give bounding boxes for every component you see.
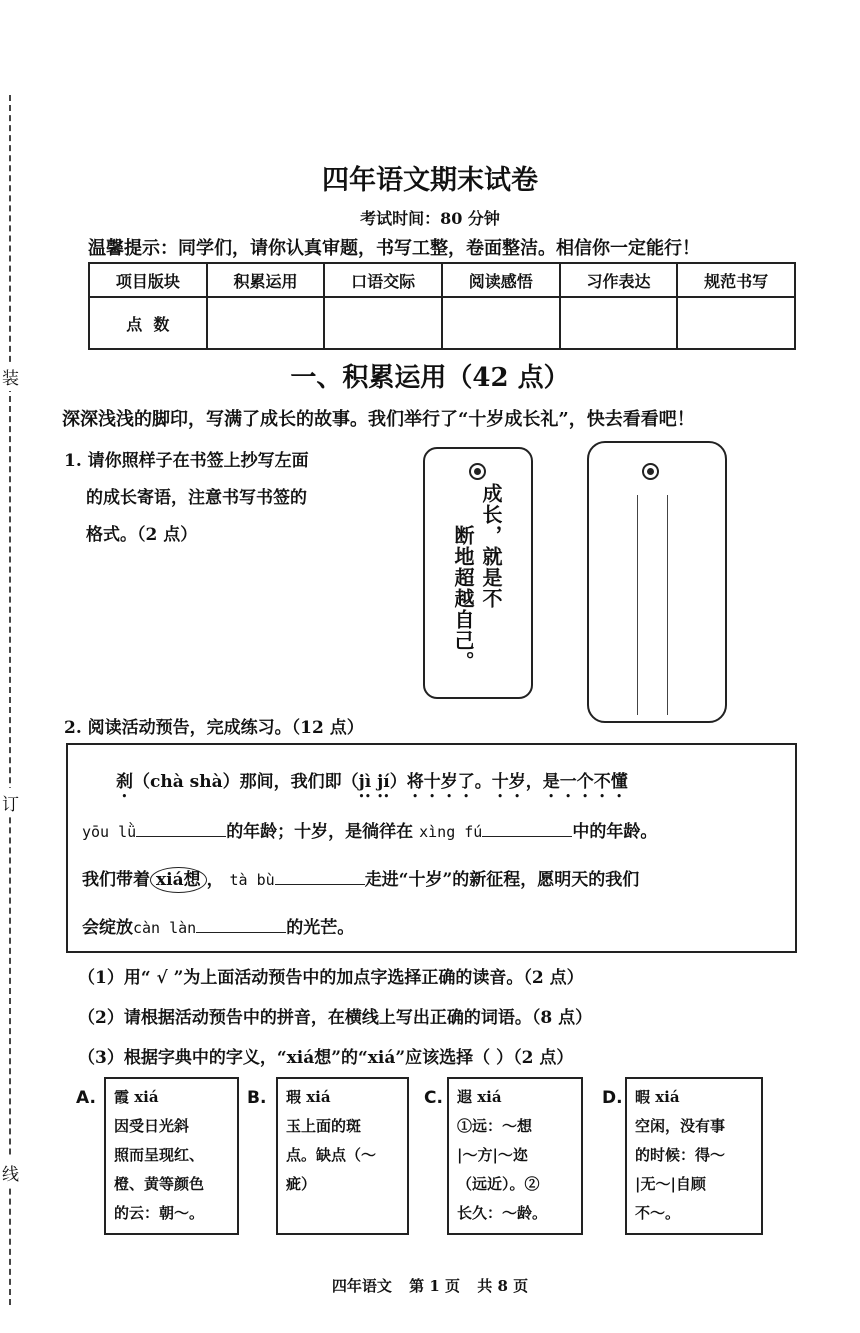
- option-d-letter[interactable]: D.: [602, 1088, 623, 1108]
- footer-total-pages: 共 8 页: [477, 1277, 529, 1295]
- option-a-letter[interactable]: A.: [76, 1088, 96, 1108]
- notice-text: 我们带着: [82, 870, 150, 890]
- entry-line: 的云：朝～。: [114, 1204, 205, 1222]
- question-2-title: 2. 阅读活动预告，完成练习。（12 点）: [64, 718, 364, 738]
- option-d-entry[interactable]: [625, 1077, 763, 1235]
- sample-bookmark: [423, 447, 533, 699]
- option-c-letter[interactable]: C.: [424, 1088, 443, 1108]
- score-table-header-row: [89, 263, 795, 297]
- warm-tip: 温馨提示：同学们，请你认真审题，书写工整，卷面整洁。相信你一定能行！: [88, 238, 700, 259]
- notice-text: 的年龄；十岁，是徜徉在: [226, 822, 414, 842]
- entry-line: |无～|自顾: [635, 1175, 706, 1193]
- exam-title: 四年语文期末试卷: [322, 165, 538, 196]
- pinyin: tà bù: [229, 871, 275, 889]
- score-cell[interactable]: [442, 297, 560, 349]
- notice-text: （chà shà）那间，我们即: [133, 772, 342, 792]
- bookmark-hole-icon: [642, 463, 659, 480]
- entry-head: 暇 xiá: [635, 1088, 680, 1106]
- notice-line-2: [82, 817, 657, 842]
- notice-line-3: [82, 865, 639, 890]
- entry-line: |～方|～迩: [457, 1146, 528, 1164]
- notice-text: 走进“十岁”的新征程，愿明天的我们: [364, 870, 640, 890]
- entry-head: 霞 xiá: [114, 1088, 159, 1106]
- binding-mark-ding: 订: [2, 788, 19, 817]
- score-cell[interactable]: [324, 297, 442, 349]
- score-table-points-row: [89, 297, 795, 349]
- binding-mark-xian: 线: [2, 1158, 19, 1187]
- activity-notice-box: [66, 743, 797, 953]
- score-header-cell: 口语交际: [324, 263, 442, 297]
- entry-line: 不～。: [635, 1204, 681, 1222]
- notice-line-1: [116, 767, 628, 802]
- bookmark-guide-line: [667, 495, 668, 715]
- footer-subject: 四年语文: [331, 1277, 392, 1295]
- option-a-entry[interactable]: [104, 1077, 239, 1235]
- score-header-cell: 项目版块: [89, 263, 207, 297]
- notice-text: 的光芒。: [286, 918, 355, 938]
- question-1-line: 的成长寄语，注意书写书签的: [86, 488, 307, 508]
- question-1-line: 格式。（2 点）: [86, 525, 198, 545]
- entry-line: 照而呈现红、: [114, 1146, 205, 1164]
- score-header-cell: 阅读感悟: [442, 263, 560, 297]
- answer-blank[interactable]: [196, 915, 286, 933]
- pinyin: càn làn: [133, 919, 197, 937]
- option-c-entry[interactable]: [447, 1077, 583, 1235]
- bookmark-guide-line: [637, 495, 638, 715]
- sub-question-1: （1）用“ √ ”为上面活动预告中的加点字选择正确的读音。（2 点）: [78, 968, 584, 988]
- entry-head: 遐 xiá: [457, 1088, 502, 1106]
- score-header-cell: 习作表达: [560, 263, 678, 297]
- binding-dashed-line: [9, 95, 11, 1305]
- entry-line: 橙、黄等颜色: [114, 1175, 205, 1193]
- notice-text: （jì jí）将十岁了。十岁，是一个不懂: [341, 772, 628, 792]
- entry-line: 的时候：得～: [635, 1146, 726, 1164]
- entry-line: （远近）。②: [457, 1175, 540, 1193]
- score-header-cell: 规范书写: [677, 263, 795, 297]
- notice-text: 会绽放: [82, 918, 133, 938]
- entry-line: 长久：～龄。: [457, 1204, 548, 1222]
- entry-line: 空闲，没有事: [635, 1117, 726, 1135]
- notice-text: ，: [206, 870, 224, 890]
- entry-line: 玉上面的斑: [286, 1117, 362, 1135]
- answer-blank[interactable]: [275, 867, 365, 885]
- entry-line: 点。缺点（～: [286, 1146, 377, 1164]
- option-b-letter[interactable]: B.: [247, 1088, 267, 1108]
- binding-mark-zhuang: 装: [2, 362, 19, 391]
- pinyin: xìng fú: [419, 823, 483, 841]
- score-cell[interactable]: [677, 297, 795, 349]
- bookmark-hole-icon: [469, 463, 486, 480]
- sub-question-2: （2）请根据活动预告中的拼音，在横线上写出正确的词语。（8 点）: [78, 1008, 593, 1028]
- sub-question-3: （3）根据字典中的字义，“xiá想”的“xiá”应该选择（ ）（2 点）: [78, 1048, 574, 1068]
- score-header-cell: 积累运用: [207, 263, 325, 297]
- dotted-char: 刹: [116, 772, 133, 792]
- section-title: 一、积累运用（42 点）: [290, 363, 570, 393]
- question-1-line: 1. 请你照样子在书签上抄写左面: [64, 451, 309, 471]
- notice-text: 中的年龄。: [572, 822, 658, 842]
- pinyin: yōu lǜ: [82, 823, 137, 841]
- points-label: 点 数: [89, 297, 207, 349]
- entry-line: 疵）: [286, 1175, 317, 1193]
- score-cell[interactable]: [207, 297, 325, 349]
- footer-page-number: 第 1 页: [409, 1277, 460, 1295]
- question-1: [64, 443, 309, 554]
- entry-line: 因受日光斜: [114, 1117, 190, 1135]
- entry-head: 瑕 xiá: [286, 1088, 331, 1106]
- blank-bookmark[interactable]: [587, 441, 727, 723]
- answer-blank[interactable]: [136, 819, 226, 837]
- score-table: [88, 262, 796, 350]
- circled-word: xiá想: [150, 867, 207, 893]
- section-intro: 深深浅浅的脚印，写满了成长的故事。我们举行了“十岁成长礼”，快去看看吧！: [62, 409, 695, 430]
- bookmark-text-col1: 成长，就是不: [479, 483, 503, 609]
- option-b-entry[interactable]: [276, 1077, 409, 1235]
- entry-line: ①远：～想: [457, 1117, 533, 1135]
- answer-blank[interactable]: [482, 819, 572, 837]
- page-footer: [0, 1275, 860, 1296]
- exam-time: 考试时间：80 分钟: [360, 209, 500, 228]
- score-cell[interactable]: [560, 297, 678, 349]
- notice-line-4: [82, 913, 354, 938]
- bookmark-text-col2: 断地超越自己。: [451, 525, 475, 672]
